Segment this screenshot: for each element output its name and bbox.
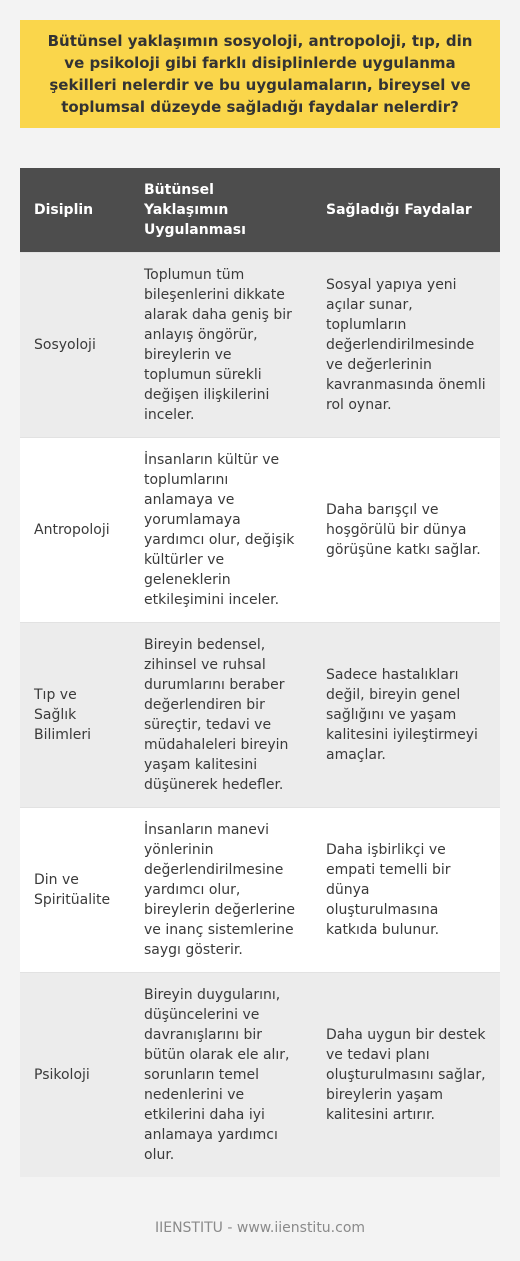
cell-discipline: Tıp ve Sağlık Bilimleri — [20, 623, 130, 808]
table-row — [20, 623, 500, 808]
cell-application: Toplumun tüm bileşenlerini dikkate alarak daha geniş bir anlayış öngörür, bireylerin ve toplumun sürekli değişen ilişkilerini inceler. — [130, 253, 312, 438]
cell-benefits: Sosyal yapıya yeni açılar sunar, toplumların değerlendirilmesinde ve değerlerinin kavranmasında önemli rol oynar. — [312, 253, 500, 438]
footer-text: IIENSTITU - www.iienstitu.com — [154, 1220, 366, 1236]
header-discipline: Disiplin — [20, 168, 130, 253]
cell-discipline: Sosyoloji — [20, 253, 130, 438]
table-row — [20, 438, 500, 623]
header-application: Bütünsel Yaklaşımın Uygulanması — [130, 168, 312, 253]
cell-discipline: Psikoloji — [20, 973, 130, 1178]
table-header-row — [20, 168, 500, 253]
cell-benefits: Daha işbirlikçi ve empati temelli bir dünya oluşturulmasına katkıda bulunur. — [312, 808, 500, 973]
cell-application: Bireyin bedensel, zihinsel ve ruhsal durumlarını beraber değerlendiren bir süreçtir, tedavi ve müdahaleleri bireyin yaşam kalitesini düşünerek hedefler. — [130, 623, 312, 808]
cell-discipline: Antropoloji — [20, 438, 130, 623]
question-text: Bütünsel yaklaşımın sosyoloji, antropoloji, tıp, din ve psikoloji gibi farklı disiplinlerde uygulanma şekilleri nelerdir ve bu uygulamaların, bireysel ve toplumsal düzeyde sağladığı faydalar nelerdir? — [47, 32, 473, 116]
cell-discipline: Din ve Spiritüalite — [20, 808, 130, 973]
cell-application: Bireyin duygularını, düşüncelerini ve davranışlarını bir bütün olarak ele alır, sorunların temel nedenlerini ve etkilerini daha iyi anlamaya yardımcı olur. — [130, 973, 312, 1178]
table-row — [20, 973, 500, 1178]
cell-benefits: Daha barışçıl ve hoşgörülü bir dünya görüşüne katkı sağlar. — [312, 438, 500, 623]
question-banner — [20, 20, 500, 128]
table-row — [20, 808, 500, 973]
header-benefits: Sağladığı Faydalar — [312, 168, 500, 253]
comparison-table — [20, 168, 500, 1177]
footer-credit — [0, 1220, 520, 1236]
cell-benefits: Sadece hastalıkları değil, bireyin genel sağlığını ve yaşam kalitesini iyileştirmeyi amaçlar. — [312, 623, 500, 808]
table-row — [20, 253, 500, 438]
cell-application: İnsanların kültür ve toplumlarını anlamaya ve yorumlamaya yardımcı olur, değişik kültürler ve geleneklerin etkileşimini inceler. — [130, 438, 312, 623]
cell-application: İnsanların manevi yönlerinin değerlendirilmesine yardımcı olur, bireylerin değerlerine ve inanç sistemlerine saygı gösterir. — [130, 808, 312, 973]
cell-benefits: Daha uygun bir destek ve tedavi planı oluşturulmasını sağlar, bireylerin yaşam kalitesini artırır. — [312, 973, 500, 1178]
